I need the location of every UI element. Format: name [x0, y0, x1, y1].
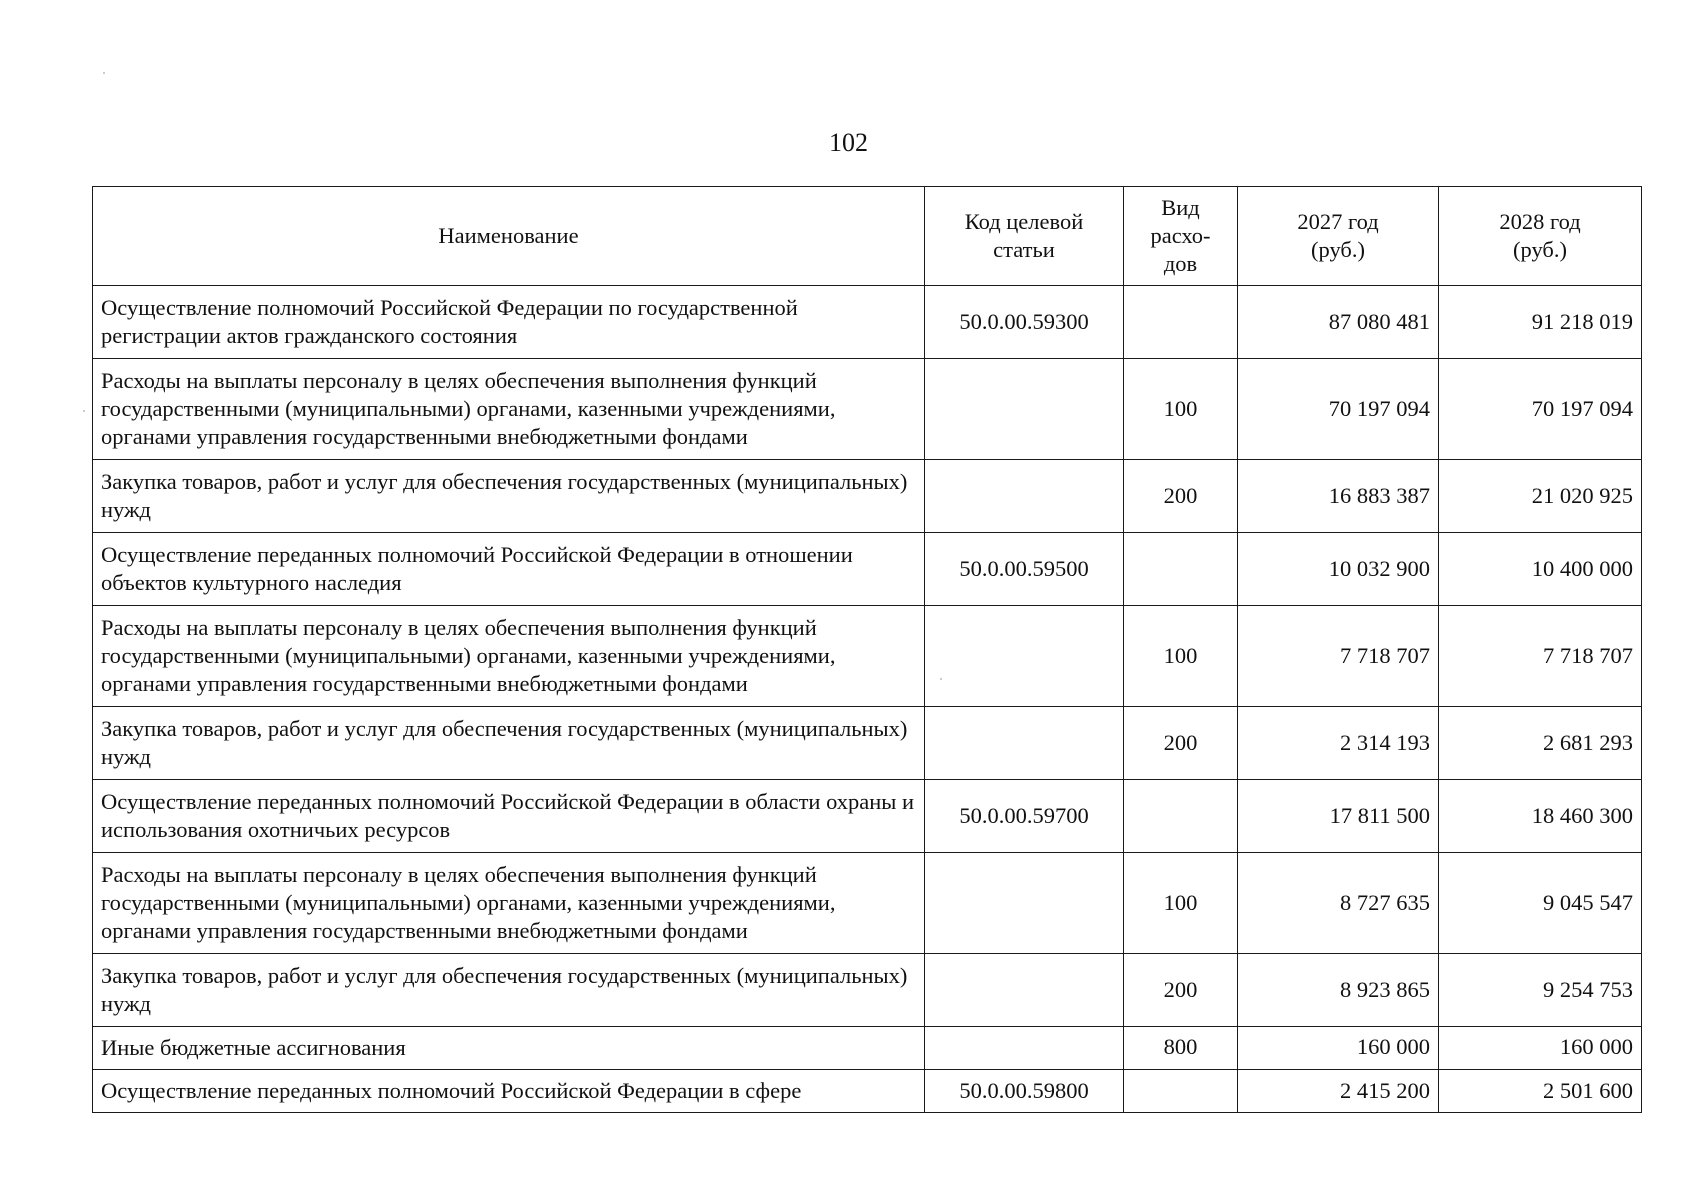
row-type: 100	[1124, 853, 1238, 954]
row-amount-2028: 2 501 600	[1439, 1070, 1642, 1113]
row-name: Осуществление переданных полномочий Российской Федерации в сфере	[93, 1070, 925, 1113]
row-amount-2028: 9 045 547	[1439, 853, 1642, 954]
page-number	[0, 126, 1697, 160]
row-type: 100	[1124, 359, 1238, 460]
row-code	[925, 853, 1124, 954]
row-name: Осуществление переданных полномочий Российской Федерации в области охраны и использования охотничьих ресурсов	[93, 780, 925, 853]
row-amount-2027: 16 883 387	[1238, 460, 1439, 533]
row-name: Расходы на выплаты персоналу в целях обеспечения выполнения функций государственными (муниципальными) органами, казенными учреждениями, органами управления государственными внебюджетными фондами	[93, 359, 925, 460]
table-row	[93, 853, 1642, 954]
row-type: 200	[1124, 460, 1238, 533]
header-year-2028	[1439, 187, 1642, 286]
row-type	[1124, 780, 1238, 853]
row-amount-2028: 91 218 019	[1439, 286, 1642, 359]
table-row	[93, 359, 1642, 460]
row-amount-2027: 160 000	[1238, 1027, 1439, 1070]
table-row	[93, 780, 1642, 853]
row-amount-2027: 87 080 481	[1238, 286, 1439, 359]
row-amount-2027: 7 718 707	[1238, 606, 1439, 707]
header-code-line: статьи	[993, 237, 1055, 262]
row-code	[925, 606, 1124, 707]
row-amount-2027: 2 415 200	[1238, 1070, 1439, 1113]
scan-speck	[103, 72, 105, 74]
row-type	[1124, 286, 1238, 359]
header-type-line: Вид	[1161, 195, 1200, 220]
table-row	[93, 533, 1642, 606]
row-name: Осуществление полномочий Российской Федерации по государственной регистрации актов гражданского состояния	[93, 286, 925, 359]
header-type-line: дов	[1163, 251, 1198, 276]
row-amount-2028: 70 197 094	[1439, 359, 1642, 460]
row-amount-2028: 10 400 000	[1439, 533, 1642, 606]
header-year-2028-line: (руб.)	[1513, 237, 1567, 262]
table-row	[93, 1070, 1642, 1113]
row-amount-2027: 10 032 900	[1238, 533, 1439, 606]
row-amount-2027: 17 811 500	[1238, 780, 1439, 853]
scan-speck	[83, 410, 85, 412]
row-code	[925, 1027, 1124, 1070]
header-code-line: Код целевой	[964, 209, 1084, 234]
row-code	[925, 707, 1124, 780]
row-amount-2027: 8 727 635	[1238, 853, 1439, 954]
row-name: Закупка товаров, работ и услуг для обеспечения государственных (муниципальных) нужд	[93, 707, 925, 780]
row-name: Закупка товаров, работ и услуг для обеспечения государственных (муниципальных) нужд	[93, 460, 925, 533]
row-code: 50.0.00.59300	[925, 286, 1124, 359]
row-amount-2027: 70 197 094	[1238, 359, 1439, 460]
row-name: Расходы на выплаты персоналу в целях обеспечения выполнения функций государственными (муниципальными) органами, казенными учреждениями, органами управления государственными внебюджетными фондами	[93, 606, 925, 707]
row-type: 800	[1124, 1027, 1238, 1070]
header-year-2028-line: 2028 год	[1499, 209, 1581, 234]
row-amount-2027: 2 314 193	[1238, 707, 1439, 780]
page-number-text: 102	[829, 128, 868, 157]
row-code	[925, 954, 1124, 1027]
scan-speck	[940, 678, 942, 680]
header-code	[925, 187, 1124, 286]
row-type	[1124, 1070, 1238, 1113]
table-row	[93, 954, 1642, 1027]
row-code: 50.0.00.59800	[925, 1070, 1124, 1113]
row-amount-2027: 8 923 865	[1238, 954, 1439, 1027]
row-amount-2028: 18 460 300	[1439, 780, 1642, 853]
table-row	[93, 460, 1642, 533]
row-name: Закупка товаров, работ и услуг для обеспечения государственных (муниципальных) нужд	[93, 954, 925, 1027]
header-year-2027-line: (руб.)	[1311, 237, 1365, 262]
row-amount-2028: 9 254 753	[1439, 954, 1642, 1027]
row-type	[1124, 533, 1238, 606]
table-row	[93, 707, 1642, 780]
row-amount-2028: 160 000	[1439, 1027, 1642, 1070]
row-amount-2028: 2 681 293	[1439, 707, 1642, 780]
row-amount-2028: 7 718 707	[1439, 606, 1642, 707]
row-type: 200	[1124, 954, 1238, 1027]
row-code	[925, 460, 1124, 533]
row-name: Расходы на выплаты персоналу в целях обеспечения выполнения функций государственными (муниципальными) органами, казенными учреждениями, органами управления государственными внебюджетными фондами	[93, 853, 925, 954]
header-name-label: Наименование	[438, 223, 579, 248]
header-name	[93, 187, 925, 286]
header-type-line: расхо-	[1150, 223, 1211, 248]
row-code: 50.0.00.59500	[925, 533, 1124, 606]
row-code: 50.0.00.59700	[925, 780, 1124, 853]
header-year-2027-line: 2027 год	[1297, 209, 1379, 234]
row-name: Иные бюджетные ассигнования	[93, 1027, 925, 1070]
header-type	[1124, 187, 1238, 286]
row-code	[925, 359, 1124, 460]
header-year-2027	[1238, 187, 1439, 286]
table-row	[93, 606, 1642, 707]
row-amount-2028: 21 020 925	[1439, 460, 1642, 533]
budget-table	[92, 186, 1642, 1113]
row-type: 100	[1124, 606, 1238, 707]
row-type: 200	[1124, 707, 1238, 780]
table-row	[93, 286, 1642, 359]
row-name: Осуществление переданных полномочий Российской Федерации в отношении объектов культурного наследия	[93, 533, 925, 606]
table-row	[93, 1027, 1642, 1070]
table-header-row	[93, 187, 1642, 286]
